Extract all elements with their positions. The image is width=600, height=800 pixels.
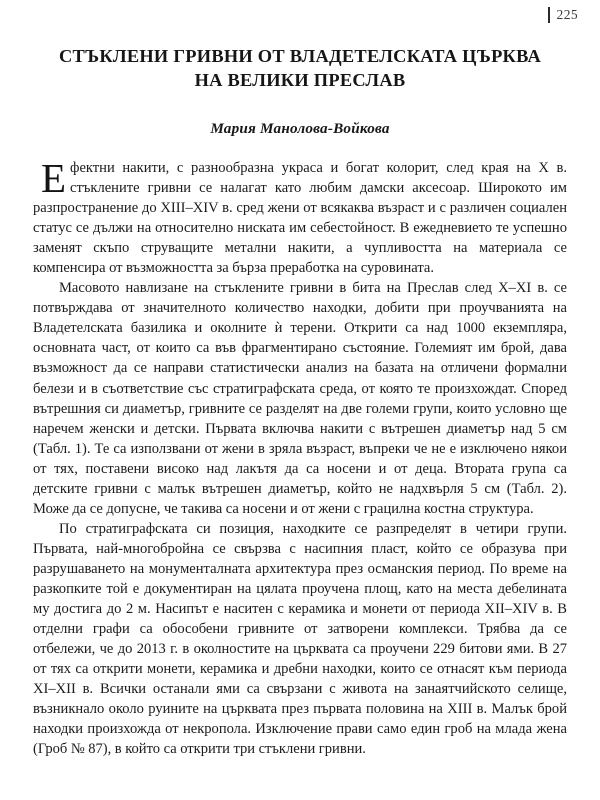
article-title: [34, 44, 566, 93]
paragraph-2: Масовото навлизане на стъклените гривни в бита на Преслав след X–XI в. се потвърждава от значителното количество находки, добити при проучванията на Владетелската базилика и околните ѝ терени. Открити са над 1000 екземпляра, основната част, от които са във фрагментирано състояние. Големият им брой, дава възможност да се направи статистически анализ на базата на отличени формални белези и в съответствие със стратиграфската среда, от която те произхождат. Според вътрешния си диаметър, гривните се разделят на две големи групи, които условно ще наречем женски и детски. Първата включва накити с вътрешен диаметър над 5 см (Табл. 1). Те са използвани от жени в зряла възраст, въпреки че не е изключено някои от тях, поставени високо над лакътя да са носени и от деца. Втората група са детските гривни с малък вътрешен диаметър, който не надхвърля 5 см (Табл. 2). Може да се допусне, че такива са носени и от жени с грацилна костна структура.: [33, 280, 567, 517]
running-head: [548, 6, 578, 24]
author-byline: Мария Манолова-Войкова: [210, 119, 390, 137]
page-number: 225: [556, 7, 578, 23]
article-body: [33, 155, 567, 759]
title-block: [34, 44, 566, 138]
drop-cap: Е: [41, 155, 67, 201]
paragraph-1: [33, 155, 567, 278]
article-title-line-1: СТЪКЛЕНИ ГРИВНИ ОТ ВЛАДЕТЕЛСКАТА ЦЪРКВА: [58, 46, 542, 66]
paragraph-1-text: фектни накити, с разнообразна украса и богат колорит, след края на X в. стъклените гривни се налагат като любим дамски аксесоар. Широкото им разпространение до XIII–XIV в. сред жени от всякаква възраст и с различен социален статус се дължи на относително ниската им себестойност. В ежедневието те успешно заменят скъпо струващите метални накити, а чупливостта на материала се компенсира от възможността за бърза преработка на суровината.: [33, 160, 567, 277]
vertical-rule-icon: [548, 7, 550, 23]
paragraph-3: По стратиграфската си позиция, находките се разпределят в четири групи. Първата, най-многобройна се свързва с насипния пласт, който се образува при разрушаването на монументалната архитектура през османския период. По време на разкопките той е документиран на цялата проучена площ, като на места дебелината му достига до 2 м. Насипът е наситен с керамика и монети от периода XII–XIV в. В отделни графи са обособени гривните от затворени комплекси. Трябва да се отбележи, че до 2013 г. в околностите на църквата са проучени 229 битови ями. В 27 от тях са открити монети, керамика и дребни находки, които се отнасят към периода XI–XII в. Всички останали ями са свързани с живота на занаятчийското селище, възникнало около руините на църквата през първата половина на XIII в. Малък брой находки произхожда от некропола. Изключение прави само един гроб на млада жена (Гроб № 87), в който са открити три стъклени гривни.: [33, 520, 567, 758]
article-title-line-2: НА ВЕЛИКИ ПРЕСЛАВ: [194, 70, 406, 91]
